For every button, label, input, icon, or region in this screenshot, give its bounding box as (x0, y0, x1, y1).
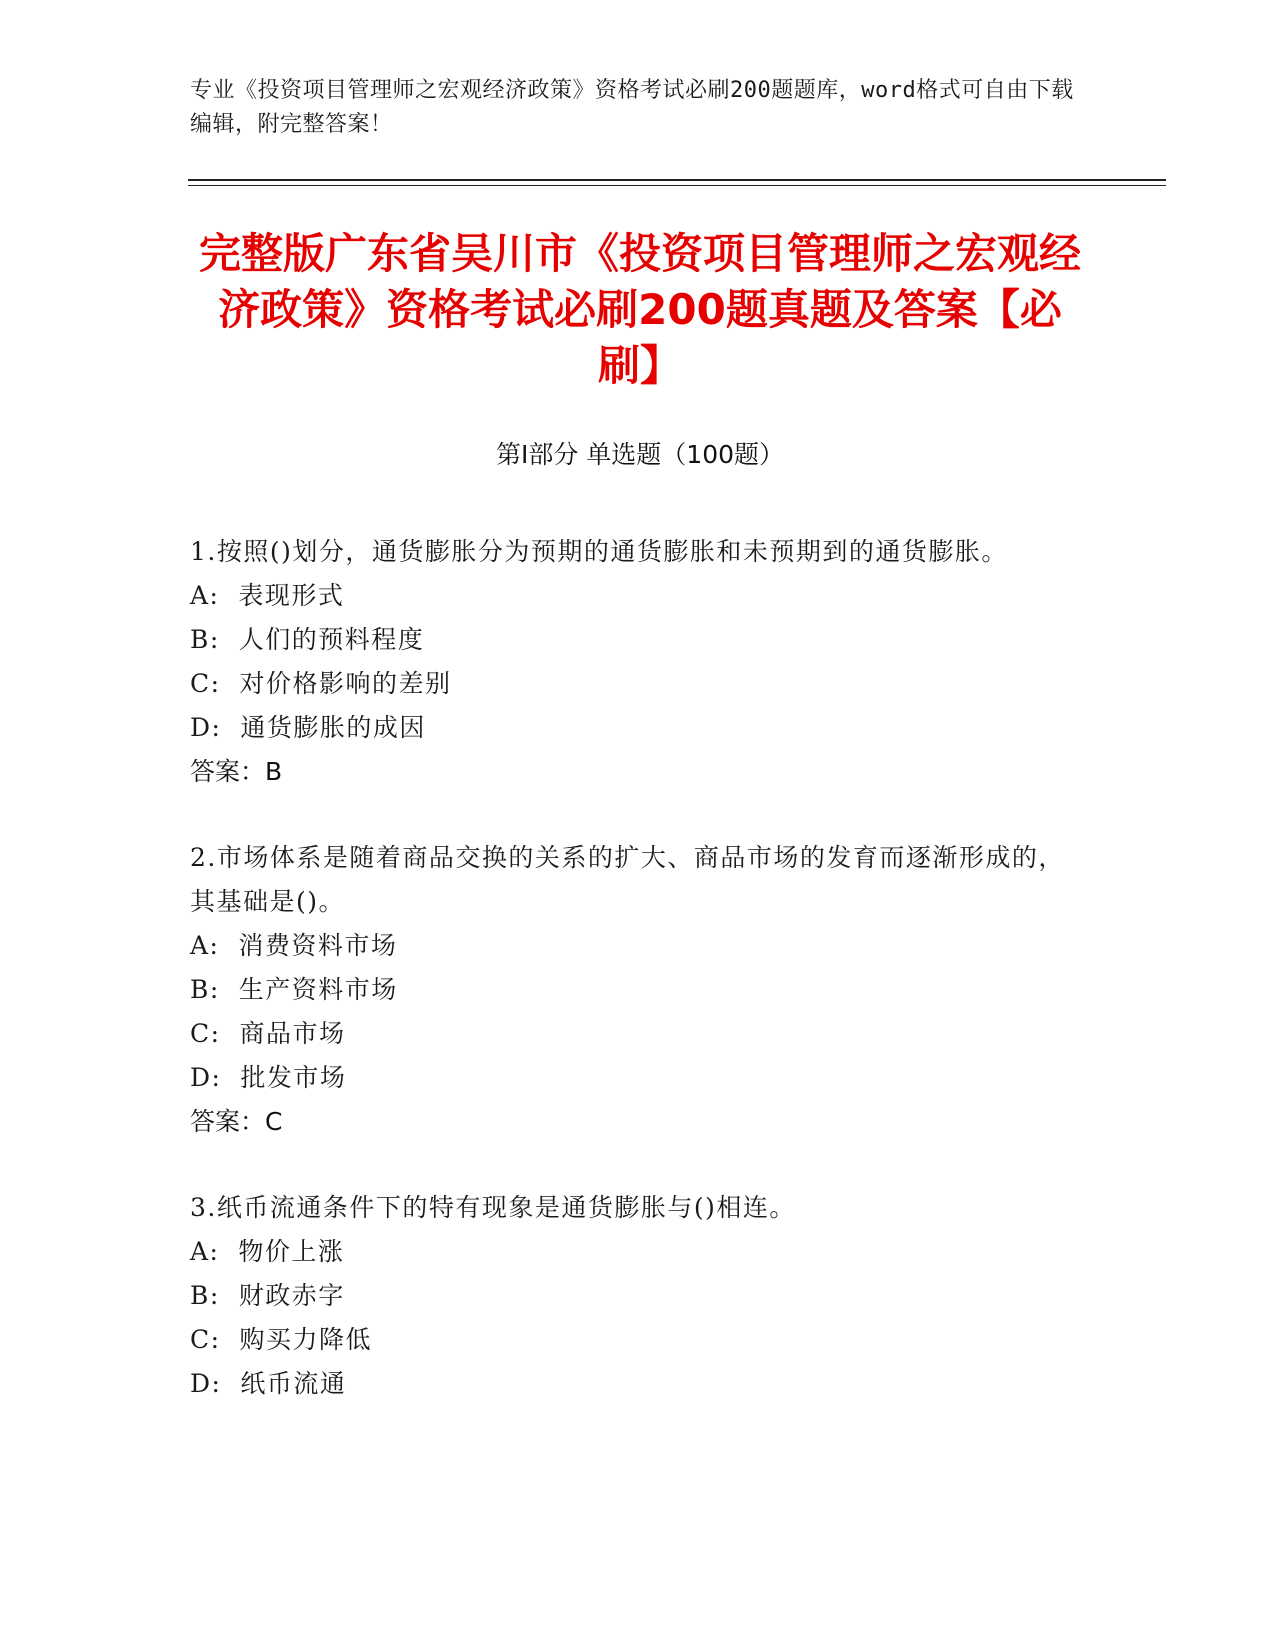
option-b: B: 人们的预料程度 (190, 625, 425, 654)
option-d: D: 纸币流通 (190, 1369, 347, 1398)
option-c: C: 购买力降低 (190, 1325, 372, 1354)
question-list (190, 530, 1070, 1448)
header-note: 专业《投资项目管理师之宏观经济政策》资格考试必刷200题题库，word格式可自由下载编辑，附完整答案！ (190, 78, 1074, 137)
header-divider-thin (188, 185, 1166, 186)
question-stem: 3.纸币流通条件下的特有现象是通货膨胀与()相连。 (190, 1193, 796, 1222)
question-3 (190, 1186, 1070, 1406)
option-d: D: 批发市场 (190, 1063, 347, 1092)
option-d: D: 通货膨胀的成因 (190, 713, 426, 742)
option-a: A: 表现形式 (190, 581, 345, 610)
document-title: 完整版广东省吴川市《投资项目管理师之宏观经济政策》资格考试必刷200题真题及答案【必刷】 (198, 229, 1081, 390)
option-b: B: 财政赤字 (190, 1281, 345, 1310)
option-c: C: 商品市场 (190, 1019, 346, 1048)
option-a: A: 消费资料市场 (190, 931, 398, 960)
answer: 答案：B (190, 757, 283, 786)
option-b: B: 生产资料市场 (190, 975, 398, 1004)
option-a: A: 物价上涨 (190, 1237, 345, 1266)
option-c: C: 对价格影响的差别 (190, 669, 452, 698)
question-stem: 2.市场体系是随着商品交换的关系的扩大、商品市场的发育而逐渐形成的，其基础是()。 (190, 843, 1065, 916)
answer: 答案：C (190, 1107, 283, 1136)
section-title: 第I部分 单选题（100题） (495, 440, 785, 469)
header-divider-thick (188, 179, 1166, 181)
question-1 (190, 530, 1070, 794)
question-stem: 1.按照()划分，通货膨胀分为预期的通货膨胀和未预期到的通货膨胀。 (190, 537, 1008, 566)
question-2 (190, 836, 1070, 1144)
